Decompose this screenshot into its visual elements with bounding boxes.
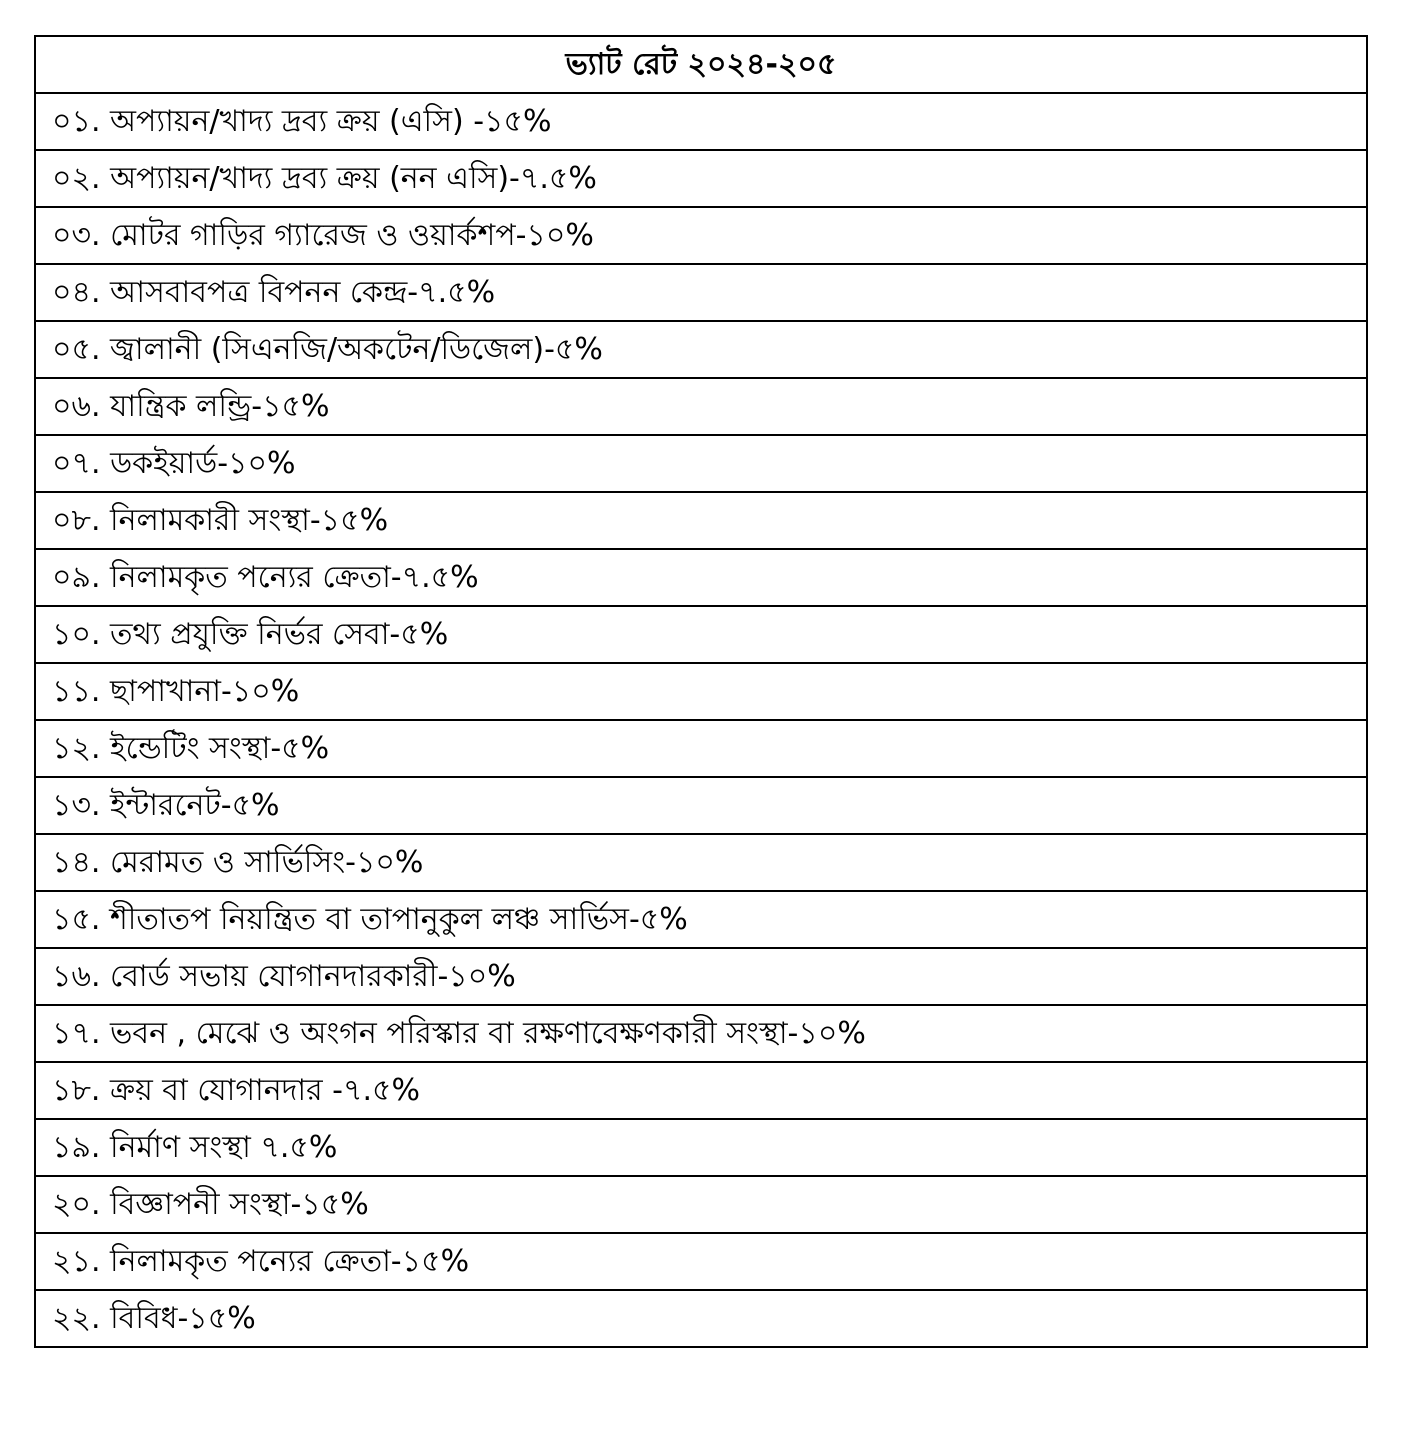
vat-rate-item: ০২. অপ্যায়ন/খাদ্য দ্রব্য ক্রয় (নন এসি)-৭.৫%	[35, 150, 1367, 207]
table-row	[35, 93, 1367, 150]
vat-rate-item: ১১. ছাপাখানা-১০%	[35, 663, 1367, 720]
table-row	[35, 207, 1367, 264]
table-row	[35, 321, 1367, 378]
table-row	[35, 1290, 1367, 1347]
table-header-row	[35, 36, 1367, 93]
table-row	[35, 549, 1367, 606]
vat-rate-item: ০৩. মোটর গাড়ির গ্যারেজ ও ওয়ার্কশপ-১০%	[35, 207, 1367, 264]
table-row	[35, 606, 1367, 663]
table-row	[35, 834, 1367, 891]
table-row	[35, 948, 1367, 1005]
table-row	[35, 1233, 1367, 1290]
table-row	[35, 1005, 1367, 1062]
vat-rate-item: ১০. তথ্য প্রযুক্তি নির্ভর সেবা-৫%	[35, 606, 1367, 663]
table-row	[35, 777, 1367, 834]
vat-rate-item: ২০. বিজ্ঞাপনী সংস্থা-১৫%	[35, 1176, 1367, 1233]
vat-rate-item: ১৩. ইন্টারনেট-৫%	[35, 777, 1367, 834]
vat-rate-item: ২১. নিলামকৃত পন্যের ক্রেতা-১৫%	[35, 1233, 1367, 1290]
vat-rate-item: ১৭. ভবন , মেঝে ও অংগন পরিস্কার বা রক্ষণাবেক্ষণকারী সংস্থা-১০%	[35, 1005, 1367, 1062]
vat-rate-item: ০৫. জ্বালানী (সিএনজি/অকটেন/ডিজেল)-৫%	[35, 321, 1367, 378]
table-row	[35, 1176, 1367, 1233]
vat-rate-item: ০৭. ডকইয়ার্ড-১০%	[35, 435, 1367, 492]
vat-rate-item: ০৬. যান্ত্রিক লন্ড্রি-১৫%	[35, 378, 1367, 435]
table-row	[35, 1062, 1367, 1119]
vat-rate-item: ১৮. ক্রয় বা যোগানদার -৭.৫%	[35, 1062, 1367, 1119]
table-row	[35, 264, 1367, 321]
table-row	[35, 150, 1367, 207]
table-title: ভ্যাট রেট ২০২৪-২০৫	[35, 36, 1367, 93]
table-row	[35, 378, 1367, 435]
vat-rate-item: ১৬. বোর্ড সভায় যোগানদারকারী-১০%	[35, 948, 1367, 1005]
table-row	[35, 891, 1367, 948]
vat-rate-item: ১২. ইন্ডেটিং সংস্থা-৫%	[35, 720, 1367, 777]
vat-rate-item: ১৯. নির্মাণ সংস্থা ৭.৫%	[35, 1119, 1367, 1176]
vat-rate-item: ০১. অপ্যায়ন/খাদ্য দ্রব্য ক্রয় (এসি) -১৫%	[35, 93, 1367, 150]
vat-rate-item: ০৪. আসবাবপত্র বিপনন কেন্দ্র-৭.৫%	[35, 264, 1367, 321]
vat-rate-item: ২২. বিবিধ-১৫%	[35, 1290, 1367, 1347]
vat-rate-item: ১৫. শীতাতপ নিয়ন্ত্রিত বা তাপানুকুল লঞ্চ সার্ভিস-৫%	[35, 891, 1367, 948]
vat-rate-item: ১৪. মেরামত ও সার্ভিসিং-১০%	[35, 834, 1367, 891]
table-row	[35, 663, 1367, 720]
table-row	[35, 1119, 1367, 1176]
table-row	[35, 720, 1367, 777]
vat-rate-table	[34, 35, 1368, 1348]
table-row	[35, 435, 1367, 492]
vat-rate-item: ০৮. নিলামকারী সংস্থা-১৫%	[35, 492, 1367, 549]
table-row	[35, 492, 1367, 549]
vat-rate-item: ০৯. নিলামকৃত পন্যের ক্রেতা-৭.৫%	[35, 549, 1367, 606]
